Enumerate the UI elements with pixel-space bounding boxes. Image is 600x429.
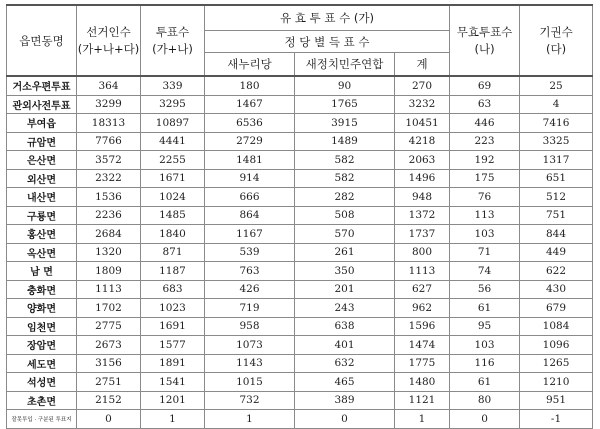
row-voters: 339 <box>141 76 205 95</box>
table-row <box>7 132 593 151</box>
row-abstentions: 1265 <box>520 354 593 373</box>
row-abstentions: 651 <box>520 169 593 188</box>
row-valid-total: 1737 <box>395 225 450 244</box>
row-valid-total: 1480 <box>395 373 450 392</box>
row-npad-votes: 90 <box>295 76 395 95</box>
header-invalid <box>450 5 520 76</box>
table-row <box>7 95 593 114</box>
row-electors: 3299 <box>77 95 141 114</box>
row-valid-total: 1121 <box>395 391 450 410</box>
row-saenuri-votes: 1467 <box>205 95 295 114</box>
row-npad-votes: 638 <box>295 317 395 336</box>
row-abstentions: 1084 <box>520 317 593 336</box>
row-abstentions: 430 <box>520 280 593 299</box>
row-valid-total: 800 <box>395 243 450 262</box>
row-abstentions: 7416 <box>520 114 593 133</box>
row-region: 옥산면 <box>7 243 77 262</box>
row-invalid-votes: 61 <box>450 299 520 318</box>
row-region: 구룡면 <box>7 206 77 225</box>
row-abstentions: 844 <box>520 225 593 244</box>
row-npad-votes: 389 <box>295 391 395 410</box>
row-invalid-votes: 103 <box>450 336 520 355</box>
row-abstentions: -1 <box>520 410 593 429</box>
row-region: 석성면 <box>7 373 77 392</box>
row-valid-total: 270 <box>395 76 450 95</box>
header-abstentions-line2: (다) <box>545 41 567 56</box>
row-saenuri-votes: 666 <box>205 188 295 207</box>
row-electors: 2152 <box>77 391 141 410</box>
row-abstentions: 3325 <box>520 132 593 151</box>
row-saenuri-votes: 1143 <box>205 354 295 373</box>
table-row <box>7 280 593 299</box>
table-row <box>7 336 593 355</box>
row-invalid-votes: 0 <box>450 410 520 429</box>
header-electors-line1: 선거인수 <box>86 24 131 39</box>
row-saenuri-votes: 719 <box>205 299 295 318</box>
row-valid-total: 1 <box>395 410 450 429</box>
row-invalid-votes: 56 <box>450 280 520 299</box>
row-electors: 2673 <box>77 336 141 355</box>
row-npad-votes: 201 <box>295 280 395 299</box>
row-saenuri-votes: 1167 <box>205 225 295 244</box>
row-npad-votes: 632 <box>295 354 395 373</box>
row-invalid-votes: 63 <box>450 95 520 114</box>
row-npad-votes: 261 <box>295 243 395 262</box>
row-saenuri-votes: 763 <box>205 262 295 281</box>
table-row <box>7 151 593 170</box>
row-region: 홍산면 <box>7 225 77 244</box>
row-invalid-votes: 69 <box>450 76 520 95</box>
row-npad-votes: 582 <box>295 169 395 188</box>
header-party-votes: 정 당 별 득 표 수 <box>205 31 450 53</box>
row-region: 관외사전투표 <box>7 95 77 114</box>
row-saenuri-votes: 914 <box>205 169 295 188</box>
row-npad-votes: 3915 <box>295 114 395 133</box>
row-voters: 871 <box>141 243 205 262</box>
row-region: 충화면 <box>7 280 77 299</box>
row-voters: 1024 <box>141 188 205 207</box>
table-row <box>7 76 593 95</box>
table-row <box>7 114 593 133</box>
table-row <box>7 317 593 336</box>
row-valid-total: 10451 <box>395 114 450 133</box>
row-npad-votes: 570 <box>295 225 395 244</box>
row-valid-total: 1496 <box>395 169 450 188</box>
row-voters: 2255 <box>141 151 205 170</box>
header-voters-line1: 투표수 <box>155 24 190 39</box>
row-region: 남 면 <box>7 262 77 281</box>
row-abstentions: 512 <box>520 188 593 207</box>
table-header <box>7 5 593 76</box>
row-saenuri-votes: 6536 <box>205 114 295 133</box>
row-saenuri-votes: 732 <box>205 391 295 410</box>
row-npad-votes: 1765 <box>295 95 395 114</box>
row-invalid-votes: 116 <box>450 354 520 373</box>
row-valid-total: 1775 <box>395 354 450 373</box>
row-valid-total: 1113 <box>395 262 450 281</box>
row-voters: 1840 <box>141 225 205 244</box>
row-electors: 1809 <box>77 262 141 281</box>
row-region: 장암면 <box>7 336 77 355</box>
row-abstentions: 4 <box>520 95 593 114</box>
row-saenuri-votes: 1 <box>205 410 295 429</box>
table-row <box>7 354 593 373</box>
row-electors: 1113 <box>77 280 141 299</box>
row-abstentions: 679 <box>520 299 593 318</box>
row-valid-total: 1474 <box>395 336 450 355</box>
header-electors-line2: (가+나+다) <box>77 41 140 56</box>
row-abstentions: 1210 <box>520 373 593 392</box>
row-region: 부여읍 <box>7 114 77 133</box>
row-invalid-votes: 61 <box>450 373 520 392</box>
row-electors: 3156 <box>77 354 141 373</box>
row-voters: 1485 <box>141 206 205 225</box>
header-invalid-line2: (나) <box>474 41 495 56</box>
row-invalid-votes: 192 <box>450 151 520 170</box>
row-valid-total: 1596 <box>395 317 450 336</box>
row-electors: 1320 <box>77 243 141 262</box>
table-row <box>7 243 593 262</box>
row-invalid-votes: 223 <box>450 132 520 151</box>
row-invalid-votes: 76 <box>450 188 520 207</box>
row-saenuri-votes: 180 <box>205 76 295 95</box>
header-invalid-line1: 무효투표수 <box>456 24 513 39</box>
row-invalid-votes: 71 <box>450 243 520 262</box>
row-electors: 2322 <box>77 169 141 188</box>
row-npad-votes: 465 <box>295 373 395 392</box>
row-npad-votes: 1489 <box>295 132 395 151</box>
row-electors: 3572 <box>77 151 141 170</box>
row-region: 양화면 <box>7 299 77 318</box>
row-npad-votes: 582 <box>295 151 395 170</box>
row-voters: 1201 <box>141 391 205 410</box>
row-invalid-votes: 175 <box>450 169 520 188</box>
row-invalid-votes: 95 <box>450 317 520 336</box>
row-voters: 3295 <box>141 95 205 114</box>
row-npad-votes: 243 <box>295 299 395 318</box>
row-valid-total: 962 <box>395 299 450 318</box>
row-voters: 1577 <box>141 336 205 355</box>
row-electors: 0 <box>77 410 141 429</box>
table-body <box>7 76 593 428</box>
table-row <box>7 206 593 225</box>
row-abstentions: 1317 <box>520 151 593 170</box>
table-row <box>7 299 593 318</box>
row-abstentions: 449 <box>520 243 593 262</box>
election-results-table <box>6 4 593 429</box>
row-region: 거소우편투표 <box>7 76 77 95</box>
row-voters: 1187 <box>141 262 205 281</box>
header-abstentions-line1: 기권수 <box>539 24 573 39</box>
row-valid-total: 948 <box>395 188 450 207</box>
table-row <box>7 169 593 188</box>
table-row <box>7 225 593 244</box>
row-saenuri-votes: 539 <box>205 243 295 262</box>
row-abstentions: 25 <box>520 76 593 95</box>
row-electors: 2775 <box>77 317 141 336</box>
row-electors: 2236 <box>77 206 141 225</box>
table-row <box>7 391 593 410</box>
table-row <box>7 410 593 429</box>
row-saenuri-votes: 2729 <box>205 132 295 151</box>
row-abstentions: 622 <box>520 262 593 281</box>
row-electors: 364 <box>77 76 141 95</box>
row-region: 외산면 <box>7 169 77 188</box>
row-electors: 2751 <box>77 373 141 392</box>
header-party-saenuri: 새누리당 <box>205 53 295 77</box>
row-region: 내산면 <box>7 188 77 207</box>
row-valid-total: 4218 <box>395 132 450 151</box>
row-voters: 4441 <box>141 132 205 151</box>
header-voters <box>141 5 205 76</box>
row-region: 초촌면 <box>7 391 77 410</box>
row-invalid-votes: 74 <box>450 262 520 281</box>
row-npad-votes: 508 <box>295 206 395 225</box>
row-electors: 7766 <box>77 132 141 151</box>
header-abstentions <box>520 5 593 76</box>
row-voters: 1671 <box>141 169 205 188</box>
table-row <box>7 373 593 392</box>
header-electors <box>77 5 141 76</box>
header-party-npad: 새정치민주연합 <box>295 53 395 77</box>
row-region: 임천면 <box>7 317 77 336</box>
row-region: 은산면 <box>7 151 77 170</box>
row-electors: 18313 <box>77 114 141 133</box>
row-invalid-votes: 80 <box>450 391 520 410</box>
row-region: 잘못투입 · 구분된 투표지 <box>7 410 77 429</box>
header-party-total: 계 <box>395 53 450 77</box>
row-saenuri-votes: 1073 <box>205 336 295 355</box>
row-region: 규암면 <box>7 132 77 151</box>
row-abstentions: 751 <box>520 206 593 225</box>
row-electors: 2684 <box>77 225 141 244</box>
row-npad-votes: 350 <box>295 262 395 281</box>
row-invalid-votes: 103 <box>450 225 520 244</box>
row-saenuri-votes: 958 <box>205 317 295 336</box>
row-invalid-votes: 446 <box>450 114 520 133</box>
row-npad-votes: 0 <box>295 410 395 429</box>
header-valid-votes: 유 효 투 표 수 (가) <box>205 5 450 31</box>
row-invalid-votes: 113 <box>450 206 520 225</box>
row-valid-total: 627 <box>395 280 450 299</box>
row-abstentions: 1096 <box>520 336 593 355</box>
table-row <box>7 262 593 281</box>
row-saenuri-votes: 1015 <box>205 373 295 392</box>
row-saenuri-votes: 1481 <box>205 151 295 170</box>
row-valid-total: 1372 <box>395 206 450 225</box>
row-npad-votes: 401 <box>295 336 395 355</box>
row-region: 세도면 <box>7 354 77 373</box>
row-voters: 1541 <box>141 373 205 392</box>
table-row <box>7 188 593 207</box>
row-voters: 683 <box>141 280 205 299</box>
row-saenuri-votes: 864 <box>205 206 295 225</box>
row-voters: 10897 <box>141 114 205 133</box>
row-electors: 1536 <box>77 188 141 207</box>
row-electors: 1702 <box>77 299 141 318</box>
row-valid-total: 2063 <box>395 151 450 170</box>
row-voters: 1023 <box>141 299 205 318</box>
header-region: 읍면동명 <box>7 5 77 76</box>
row-npad-votes: 282 <box>295 188 395 207</box>
row-voters: 1891 <box>141 354 205 373</box>
row-valid-total: 3232 <box>395 95 450 114</box>
row-voters: 1 <box>141 410 205 429</box>
row-saenuri-votes: 426 <box>205 280 295 299</box>
row-voters: 1691 <box>141 317 205 336</box>
header-voters-line2: (가+나) <box>152 41 193 56</box>
row-abstentions: 951 <box>520 391 593 410</box>
